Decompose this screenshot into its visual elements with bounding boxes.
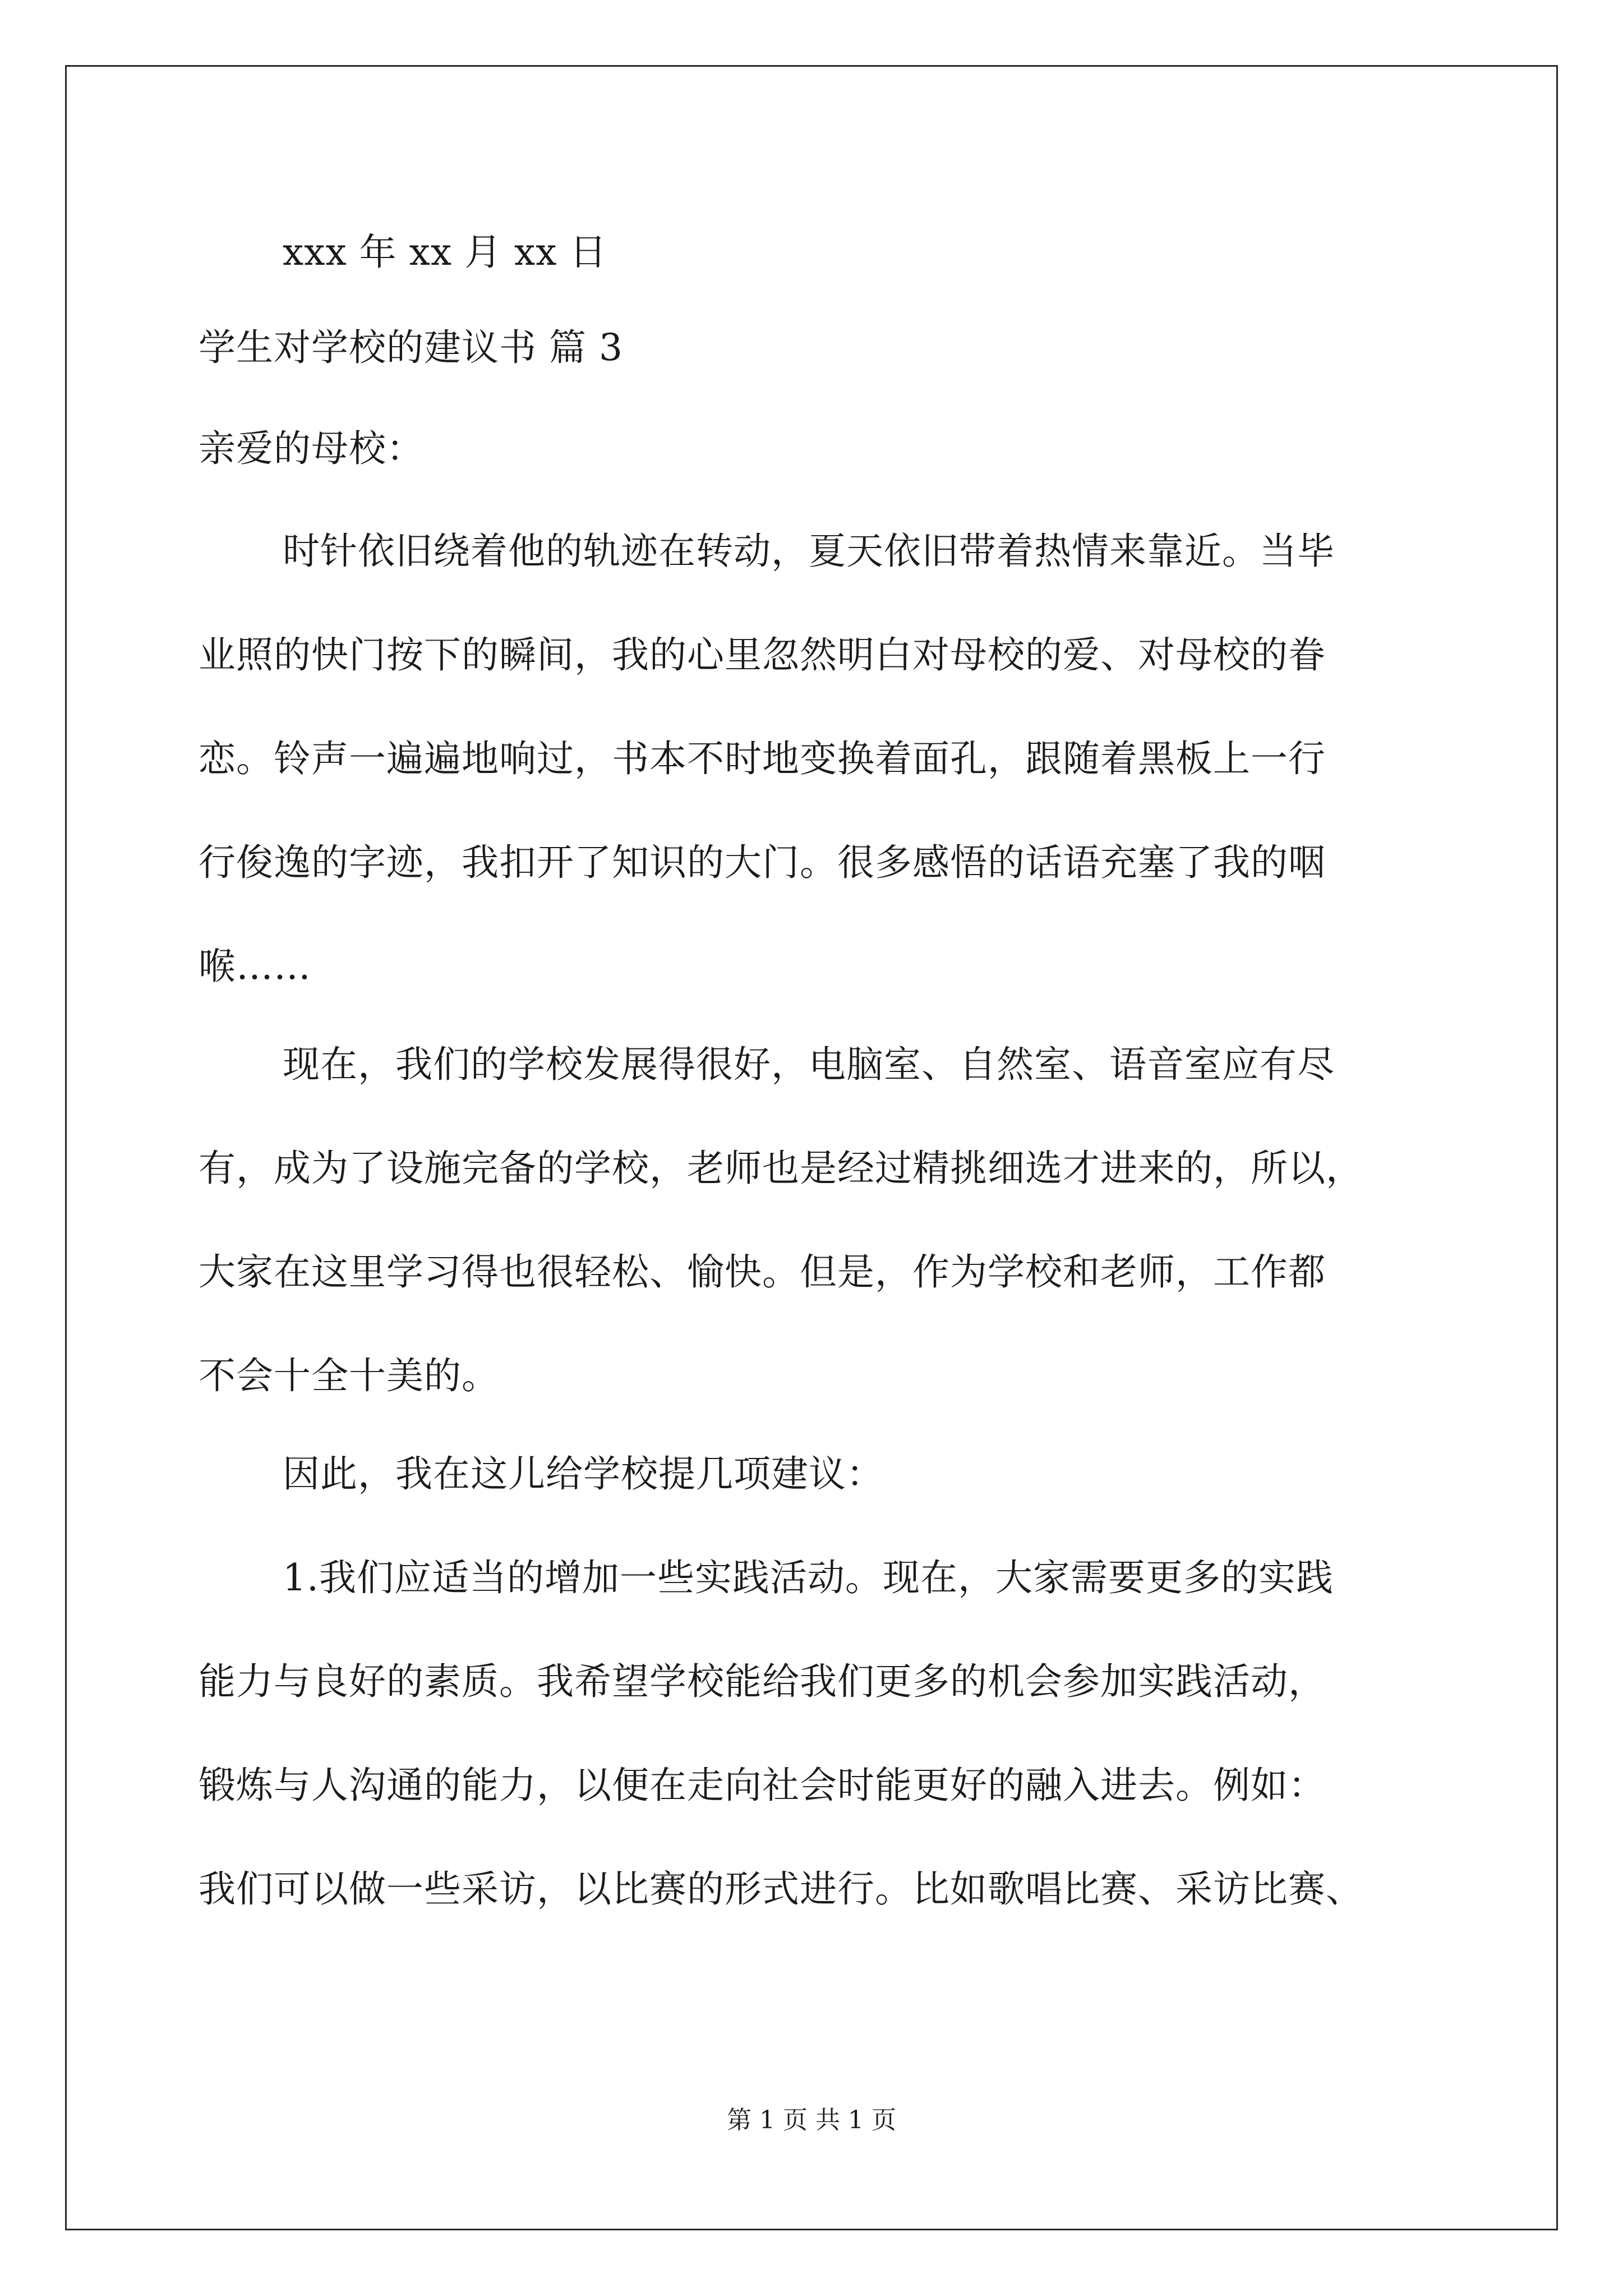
body-line: 时针依旧绕着他的轨迹在转动，夏天依旧带着热情来靠近。当毕 (283, 530, 1335, 573)
body-line: 行俊逸的字迹，我扣开了知识的大门。很多感悟的话语充塞了我的咽 (199, 841, 1326, 884)
body-line: 喉…… (199, 945, 311, 988)
page-number: 第 1 页 共 1 页 (727, 2106, 896, 2134)
body-line: 因此，我在这儿给学校提几项建议： (283, 1452, 884, 1496)
body-line: 锻炼与人沟通的能力，以便在走向社会时能更好的融入进去。例如： (199, 1764, 1326, 1807)
body-line: 我们可以做一些采访，以比赛的形式进行。比如歌唱比赛、采访比赛、 (199, 1867, 1363, 1911)
body-line: 大家在这里学习得也很轻松、愉快。但是，作为学校和老师，工作都 (199, 1250, 1326, 1294)
document-title: 学生对学校的建议书 篇 3 (199, 326, 623, 369)
date-line: xxx 年 xx 月 xx 日 (283, 231, 607, 274)
body-line: 1.我们应适当的增加一些实践活动。现在，大家需要更多的实践 (283, 1556, 1334, 1599)
body-line: 恋。铃声一遍遍地响过，书本不时地变换着面孔，跟随着黑板上一行 (199, 737, 1326, 780)
body-line: 能力与良好的素质。我希望学校能给我们更多的机会参加实践活动， (199, 1660, 1326, 1703)
body-line: 业照的快门按下的瞬间，我的心里忽然明白对母校的爱、对母校的眷 (199, 633, 1326, 677)
salutation: 亲爱的母校： (199, 427, 424, 470)
body-line: 现在，我们的学校发展得很好，电脑室、自然室、语音室应有尽 (283, 1043, 1335, 1086)
body-line: 有，成为了设施完备的学校，老师也是经过精挑细选才进来的，所以， (199, 1147, 1363, 1190)
body-line: 不会十全十美的。 (199, 1354, 499, 1397)
